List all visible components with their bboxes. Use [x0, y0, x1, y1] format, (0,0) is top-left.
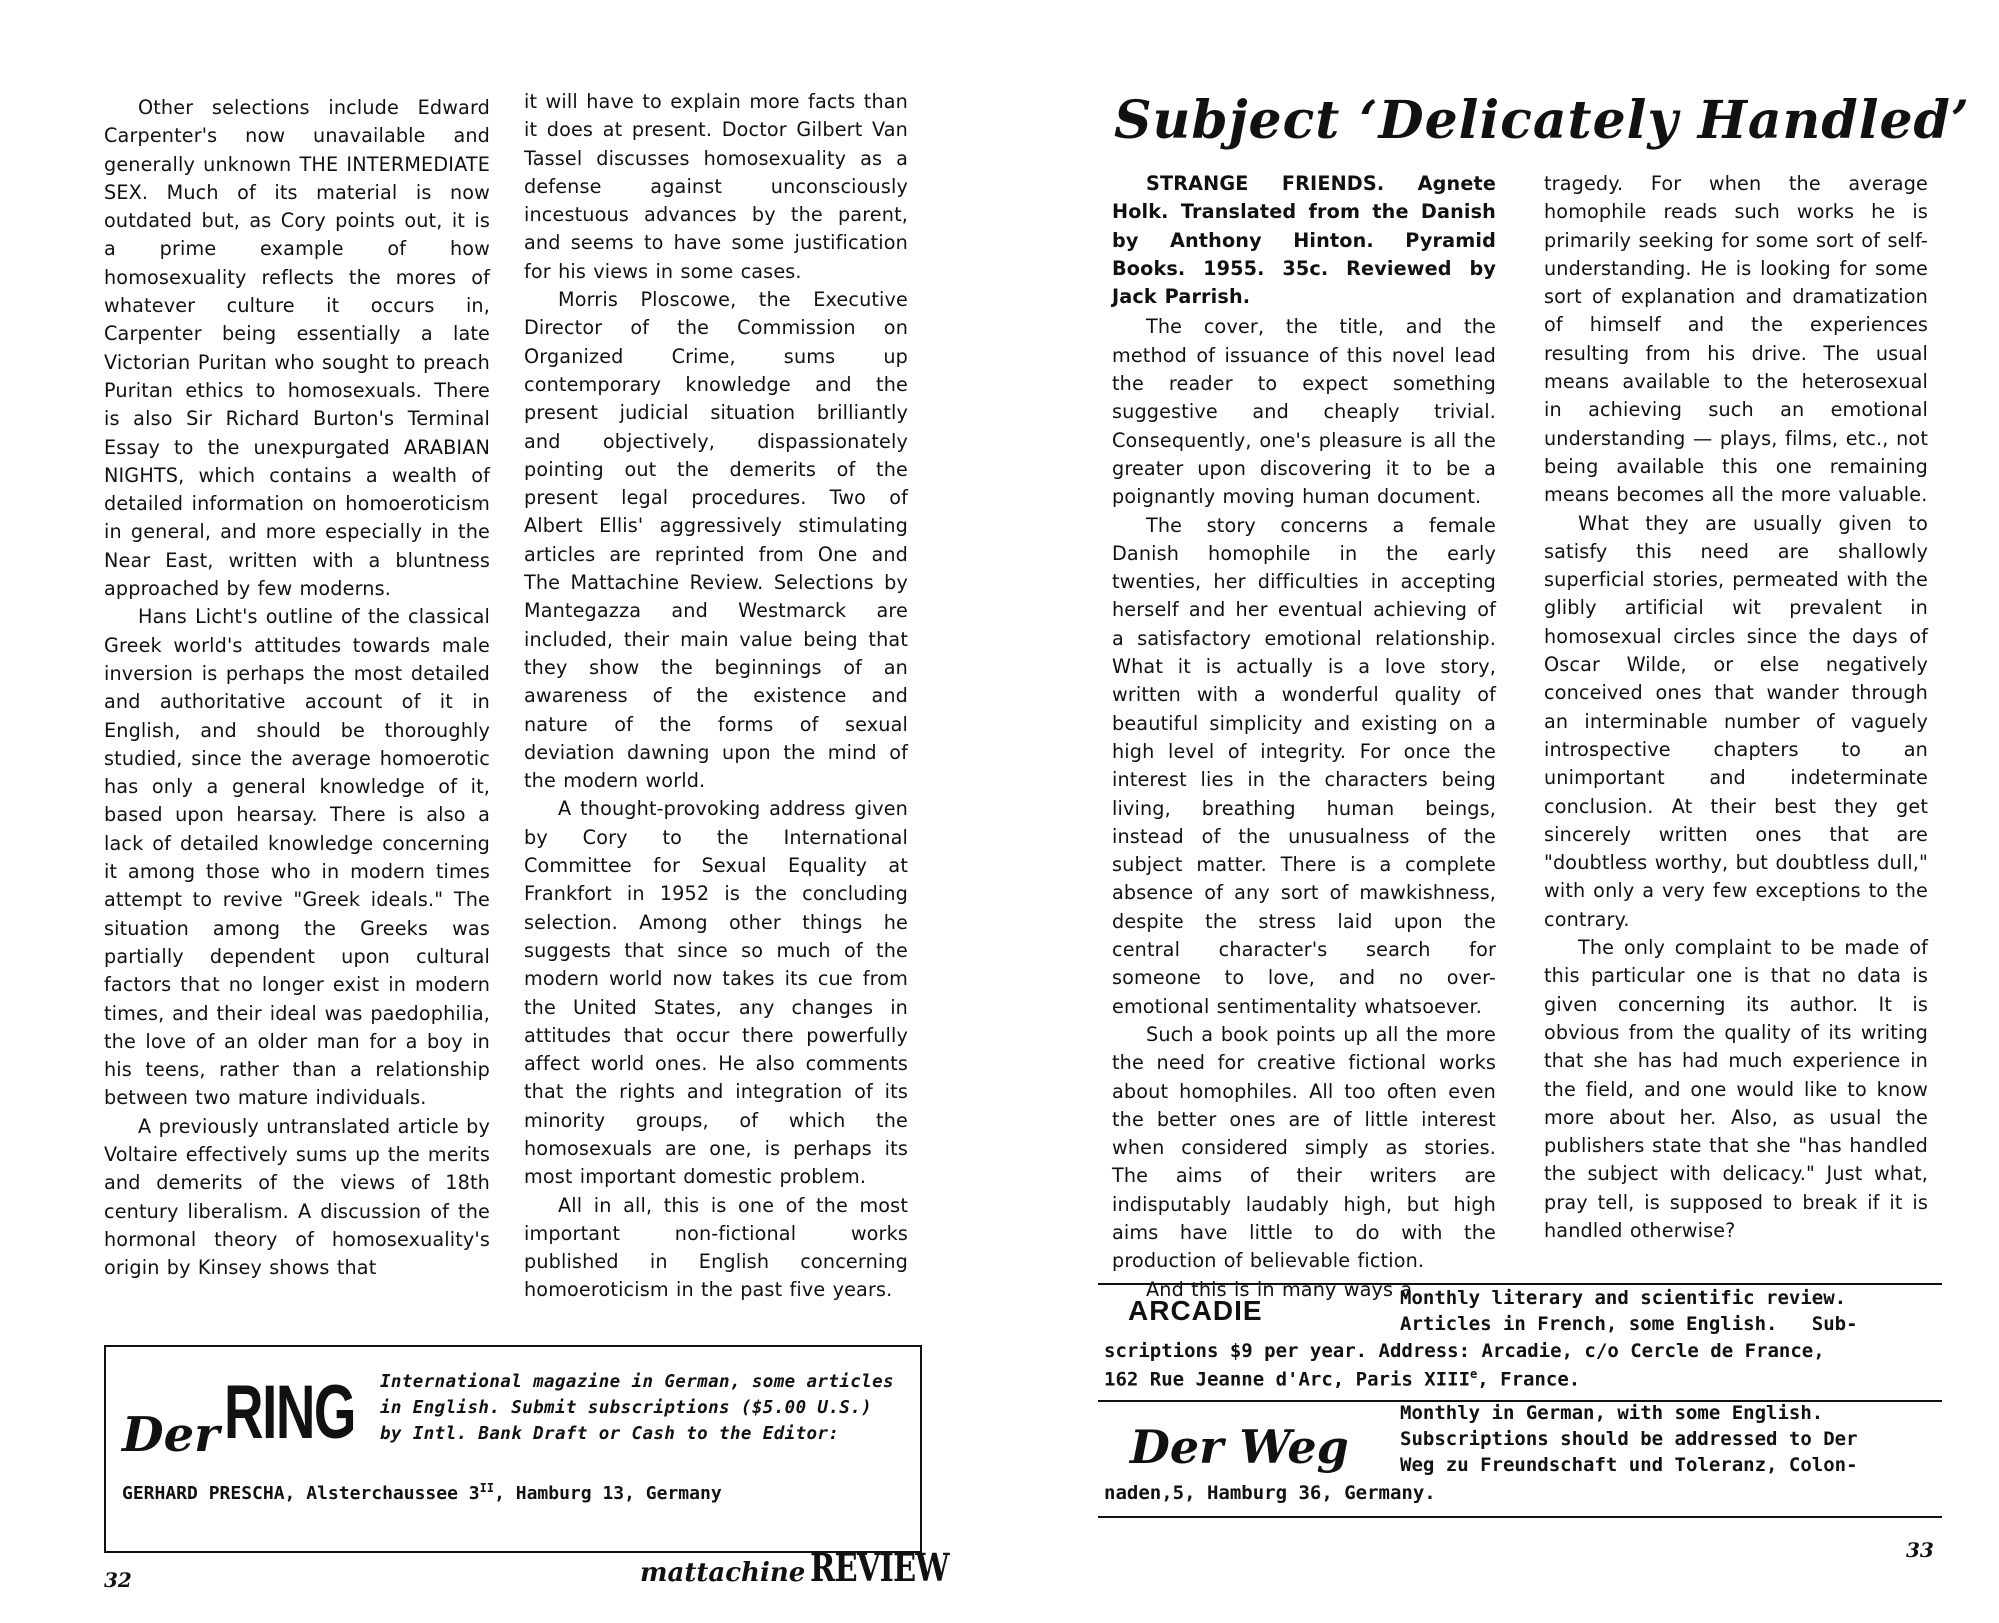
right-col1-paragraph: The cover, the title, and the method of issuance of this novel lead the reader to expect something suggestive and cheaply trivial. Consequently, one's pleasure is all the greater upon discovering it to be a poignantly moving human document. [1112, 315, 1496, 509]
right-page [1000, 0, 1999, 1623]
left-column-1 [104, 94, 490, 1282]
right-column-2 [1544, 170, 1928, 1245]
book-review-header: STRANGE FRIENDS. Agnete Holk. Translated from the Danish by Anthony Hinton. Pyramid Books. 1955. 35c. Reviewed by Jack Parrish. [1112, 172, 1496, 309]
arcadie-line-4-sup: e [1470, 1367, 1478, 1381]
footer-masthead-bold: REVIEW [810, 1545, 950, 1590]
left-col1-paragraph: Hans Licht's outline of the classical Greek world's attitudes towards male inversion is perhaps the most detailed and authoritative account of it in English, and should be thoroughly studied, since the average homoerotic has only a general knowledge of it, based upon hearsay. There is also a lack of detailed knowledge concerning it among those who in modern times attempt to revive "Greek ideals." The situation among the Greeks was partially dependent upon cultural factors that no longer exist in modern times, and their ideal was paedophilia, the love of an older man for a boy in his teens, rather than a relationship between two mature individuals. [104, 605, 490, 1110]
der-weg-line-3: Weg zu Freundschaft und Toleranz, Colon- [1400, 1454, 1858, 1476]
right-col2-paragraph: What they are usually given to satisfy this need are shallowly superficial stories, permeated with the glibly artificial wit prevalent in homosexual circles since the days of Oscar Wilde, or else negatively conceived ones that wander through an interminable number of vaguely introspective chapters to an unimportant and indeterminate conclusion. At their best they get sincerely written ones that are "doubtless worthy, but doubtless dull," with only a very few exceptions to the contrary. [1544, 511, 1928, 931]
footer-masthead-italic: mattachine [640, 1558, 806, 1588]
arcadie-line-4-text: 162 Rue Jeanne d'Arc, Paris XIII [1104, 1368, 1471, 1391]
left-page-number: 32 [104, 1568, 132, 1592]
ad-rule-top [1098, 1283, 1942, 1285]
arcadie-ad [1100, 1287, 1942, 1399]
left-col2-paragraph: Morris Ploscowe, the Executive Director of the Commission on Organized Crime, sums up contemporary knowledge and the present judicial situation brilliantly and objectively, dispassionately pointing out the demerits of the present legal procedures. Two of Albert Ellis' aggressively stimulating articles are reprinted from One and The Mattachine Review. Selections by Mantegazza and Westmarck are included, their main value being that they show the beginnings of an awareness of the existence and nature of the forms of sexual deviation dawning upon the mind of the modern world. [524, 288, 908, 793]
review-headline: Subject ‘Delicately Handled’ [1114, 90, 1971, 151]
arcadie-line-4-end: , France. [1477, 1368, 1581, 1391]
arcadie-name: ARCADIE [1128, 1295, 1263, 1326]
arcadie-line-2: Articles in French, some English. Sub- [1400, 1313, 1858, 1335]
left-col1-paragraph: Other selections include Edward Carpenter's now unavailable and generally unknown THE INTERMEDIATE SEX. Much of its material is now outdated but, as Cory points out, it is a prime example of how homosexuality reflects the mores of whatever culture it occurs in, Carpenter being essentially a late Victorian Puritan who sought to preach Puritan ethics to homosexuals. There is also Sir Richard Burton's Terminal Essay to the unexpurgated ARABIAN NIGHTS, which contains a wealth of detailed information on homoeroticism in general, and more especially in the Near East, written with a bluntness approached by few moderns. [104, 96, 490, 601]
right-column-1 [1112, 170, 1496, 1304]
der-weg-ad [1100, 1402, 1942, 1514]
left-col2-paragraph: A thought-provoking address given by Cory to the International Committee for Sexual Equality at Frankfort in 1952 is the concluding selection. Among other things he suggests that since so much of the modern world now takes its cue from the United States, any changes in attitudes that occur there powerfully affect world ones. He also comments that the rights and integration of its minority groups, of which the homosexuals are one, is perhaps its most important domestic problem. [524, 797, 908, 1189]
der-weg-line-4: naden,5, Hamburg 36, Germany. [1104, 1482, 1436, 1504]
der-weg-logo: Der Weg [1130, 1420, 1349, 1474]
der-ring-address [122, 1481, 722, 1504]
right-col1-paragraph: And this is in many ways a [1146, 1277, 1413, 1301]
right-col1-paragraph: Such a book points up all the more the need for creative fictional works about homophiles. All too often even the better ones are of little interest when considered simply as stories. The aims of their writers are indisputably laudably high, but high aims have little to do with the production of believable fiction. [1112, 1022, 1496, 1273]
der-weg-line-1: Monthly in German, with some English. [1400, 1402, 1824, 1424]
arcadie-line-1: Monthly literary and scientific review. [1400, 1287, 1847, 1309]
left-col2-paragraph: All in all, this is one of the most important non-fictional works published in English concerning homoeroticism in the past five years. [524, 1193, 908, 1302]
der-ring-address-text: GERHARD PRESCHA, Alsterchaussee 3 [122, 1483, 480, 1504]
right-col2-paragraph: tragedy. For when the average homophile reads such works he is primarily seeking for some sort of self-understanding. He is looking for some sort of explanation and dramatization of himself and the experiences resulting from his drive. The usual means available to the heterosexual in achieving such an emotional understanding — plays, films, etc., not being available this one remaining means becomes all the more valuable. [1544, 172, 1928, 507]
right-page-number: 33 [1906, 1538, 1934, 1562]
left-col2-paragraph: it will have to explain more facts than it does at present. Doctor Gilbert Van Tassel discusses homosexuality as a defense against unconsciously incestuous advances by the parent, and seems to have some justification for his views in some cases. [524, 90, 908, 283]
der-weg-line-2: Subscriptions should be addressed to Der [1400, 1428, 1858, 1450]
arcadie-line-3: scriptions $9 per year. Address: Arcadie, c/o Cercle de France, [1104, 1340, 1825, 1362]
footer-masthead [640, 1545, 984, 1590]
left-col1-paragraph: A previously untranslated article by Voltaire effectively sums up the merits and demerits of the views of 18th century liberalism. A discussion of the hormonal theory of homosexuality's origin by Kinsey shows that [104, 1114, 490, 1280]
arcadie-line-4 [1104, 1367, 1580, 1390]
der-ring-logo-name: RING [224, 1370, 356, 1455]
ad-rule-bottom [1098, 1516, 1942, 1518]
left-column-2 [524, 88, 908, 1305]
right-col1-paragraph: The story concerns a female Danish homophile in the early twenties, her difficulties in accepting herself and her eventual achieving of a satisfactory emotional relationship. What it is actually is a love story, written with a wonderful quality of beautiful simplicity and existing on a high level of integrity. For once the interest lies in the characters being living, breathing human beings, instead of the unusualness of the subject matter. There is a complete absence of any sort of mawkishness, despite the stress laid upon the central character's search for someone to love, and no over-emotional sentimentality whatsoever. [1112, 513, 1496, 1018]
der-ring-address-sup: II [479, 1481, 495, 1495]
der-ring-description: International magazine in German, some articles in English. Submit subscriptions ($5.00 U.S.) by Intl. Bank Draft or Cash to the Editor: [380, 1372, 894, 1444]
right-col2-paragraph: The only complaint to be made of this particular one is that no data is given concerning its author. It is obvious from the quality of its writing that she has had much experience in the field, and one would like to know more about her. Also, as usual the publishers state that she "has handled the subject with delicacy." Just what, pray tell, is supposed to break if it is handled otherwise? [1544, 936, 1928, 1242]
der-ring-logo-prefix: Der [122, 1407, 220, 1463]
der-ring-address-end: , Hamburg 13, Germany [494, 1483, 722, 1504]
der-ring-ad [104, 1345, 922, 1553]
